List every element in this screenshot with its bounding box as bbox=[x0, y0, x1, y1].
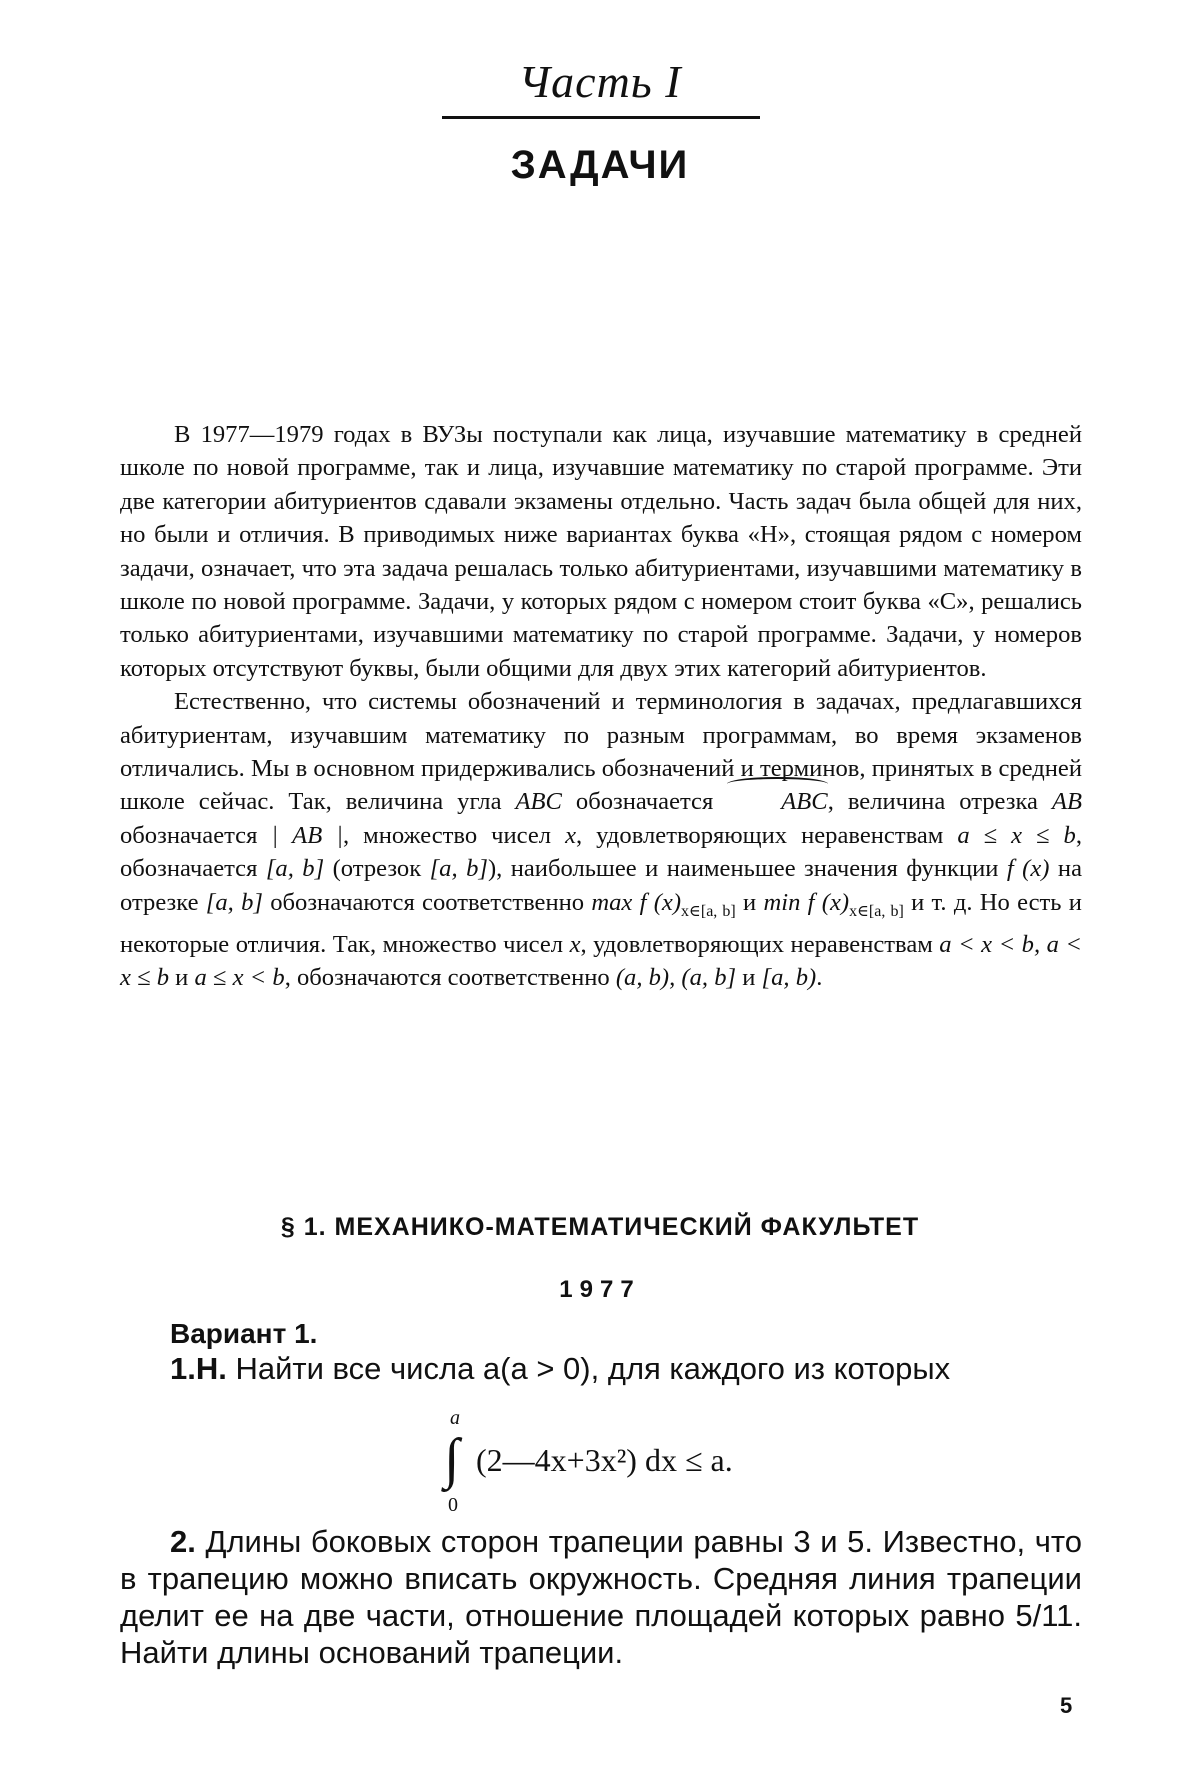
task-number: 2. bbox=[170, 1524, 196, 1559]
task-1 bbox=[120, 1350, 1082, 1387]
integral-formula bbox=[440, 1407, 860, 1522]
min-notation: min f (x) bbox=[763, 888, 850, 916]
page-number: 5 bbox=[1060, 1693, 1073, 1718]
part-title: Часть I bbox=[518, 56, 682, 107]
title-rule bbox=[442, 116, 760, 119]
task-text: Найти все числа a(a > 0), для каждого из которых bbox=[226, 1351, 951, 1386]
max-notation: max f (x) bbox=[591, 888, 682, 916]
intro-paragraph-1: В 1977—1979 годах в ВУЗы поступали как лица, изучавшие математику в средней школе по новой программе, так и лица, изучавшие математику по старой программе. Эти две категории абитуриентов сдавали экзамены отдельно. Часть задач была общей для них, но были и отличия. В приводимых ниже вариантах буква «Н», стоящая рядом с номером задачи, означает, что эта задача решалась только абитуриентами, изучавшими математику в школе по новой программе. Задачи, у которых рядом с номером стоит буква «С», решались только абитуриентами, изучавшими математику по старой программе. Задачи, у номеров которых отсутствуют буквы, были общими для двух этих категорий абитуриентов. bbox=[120, 421, 1082, 682]
intro-text bbox=[120, 418, 1082, 995]
angle-hat-notation: ABC bbox=[727, 785, 827, 818]
variant-heading: Вариант 1. bbox=[170, 1318, 318, 1349]
part-subtitle: ЗАДАЧИ bbox=[510, 143, 690, 187]
task-2 bbox=[120, 1523, 1082, 1671]
year-heading: 1977 bbox=[559, 1276, 641, 1303]
integral-lower-limit: 0 bbox=[448, 1494, 458, 1516]
task-text: Длины боковых сторон трапеции равны 3 и 5. Известно, что в трапецию можно вписать окружность. Средняя линия трапеции делит ее на две части, отношение площадей которых равно 5/11. Найти длины оснований трапеции. bbox=[120, 1524, 1082, 1670]
integral-sign: ∫ bbox=[444, 1428, 460, 1490]
integral-upper-limit: a bbox=[450, 1407, 460, 1429]
task-number: 1.Н. bbox=[170, 1351, 227, 1386]
intro-paragraph-2: Естественно, что системы обозначений и терминология в задачах, предлагавшихся абитуриентам, изучавшим математику по разным программам, во время экзаменов отличались. Мы в основном придерживались обозначений и терминов, принятых в средней школе сейчас. Так, величина угла ABC обозначается ABC, величина отрезка AB обозначается | AB |, множество чисел x, удовлетворяющих неравенствам a ≤ x ≤ b, обозначается [a, b] (отрезок [a, b]), наибольшее и наименьшее значения функции f (x) на отрезке [a, b] обозначаются соответственно max f $(x)_{x\in[a, b]}$ и min f $(x)_{x\in[a, b]}$ и т. д. Но есть и некоторые отличия. Так, множество чисел x, удовлетворяющих неравенствам a < x < b, a < x ≤ b и a ≤ x < b, обозначаются соответственно (a, b), (a, b] и [a, b). bbox=[120, 688, 1083, 992]
integral-expression: (2—4x+3x²) dx ≤ a. bbox=[476, 1442, 733, 1478]
section-heading: § 1. МЕХАНИКО-МАТЕМАТИЧЕСКИЙ ФАКУЛЬТЕТ bbox=[280, 1213, 920, 1241]
